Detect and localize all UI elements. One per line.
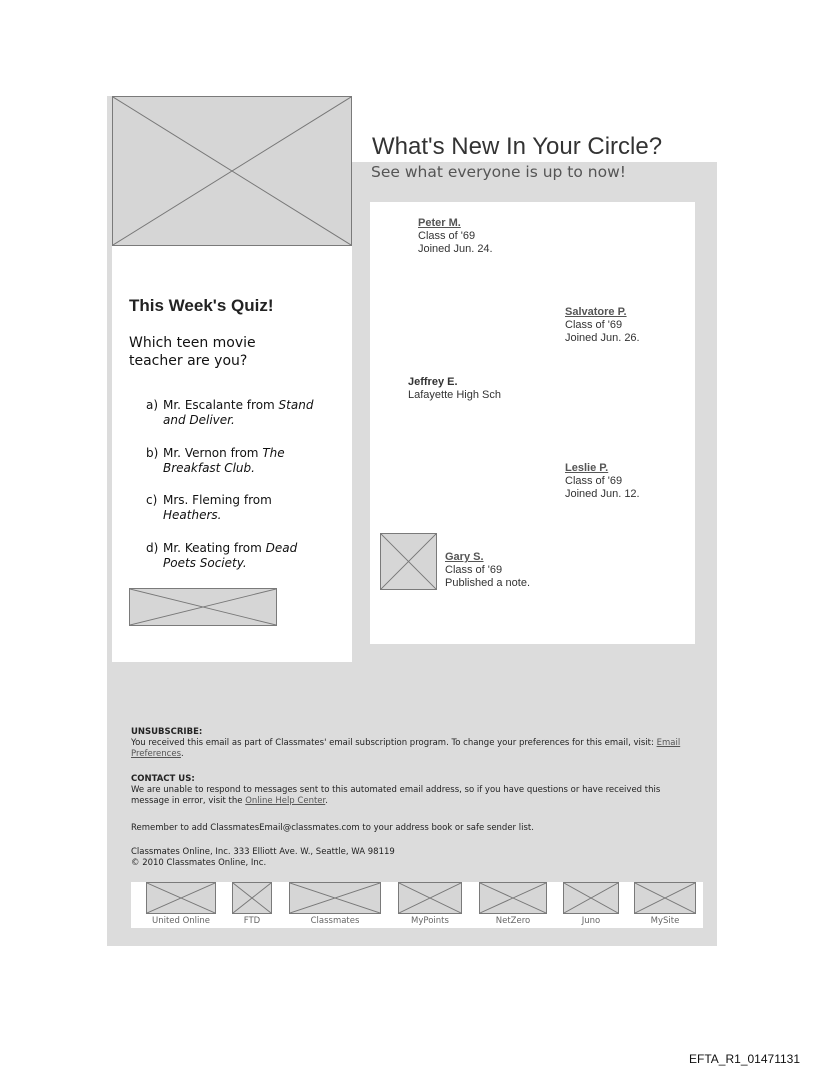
member-class: Class of '69 (565, 319, 623, 331)
logo-ftd[interactable] (232, 882, 272, 914)
member-class: Class of '69 (565, 475, 623, 487)
logo-label: MyPoints (411, 916, 449, 926)
member-activity: Joined Jun. 24. (418, 243, 493, 255)
quiz-option-a[interactable]: a) Mr. Escalante from Stand and Deliver. (146, 398, 314, 427)
quiz-button-placeholder[interactable] (129, 588, 277, 626)
member-name-link[interactable]: Gary S. (445, 551, 484, 563)
quiz-question: Which teen movie teacher are you? (129, 335, 256, 369)
logo-label: Classmates (310, 916, 360, 926)
member-class: Class of '69 (445, 564, 503, 576)
member-name[interactable]: Jeffrey E. (408, 376, 458, 388)
member-salvatore (565, 306, 640, 345)
member-photo-placeholder[interactable] (380, 533, 437, 590)
member-activity: Joined Jun. 12. (565, 488, 640, 500)
company-address: Classmates Online, Inc. 333 Elliott Ave. W., Seattle, WA 98119 (131, 847, 395, 857)
logo-netzero[interactable] (479, 882, 547, 914)
quiz-option-c[interactable]: c) Mrs. Fleming from Heathers. (146, 493, 272, 522)
member-name-link[interactable]: Leslie P. (565, 462, 609, 474)
member-class: Class of '69 (418, 230, 476, 242)
unsubscribe-section: UNSUBSCRIBE: You received this email as part of Classmates' email subscription program. To change your preferences for this email, visit: Email Preferences. (131, 727, 681, 759)
logo-label: United Online (151, 916, 211, 926)
logo-juno[interactable] (563, 882, 619, 914)
copyright: © 2010 Classmates Online, Inc. (131, 858, 267, 868)
logo-mypoints[interactable] (398, 882, 462, 914)
contact-section: CONTACT US: We are unable to respond to messages sent to this automated email address, so if you have questions or have received this message in error, visit the Online Help Center. (131, 774, 661, 806)
online-help-center-link[interactable]: Online Help Center (245, 796, 326, 806)
member-activity: Published a note. (445, 577, 531, 589)
member-jeffrey (408, 376, 501, 402)
unsubscribe-heading: UNSUBSCRIBE: (131, 727, 203, 737)
logo-label: Juno (581, 916, 601, 926)
member-gary (445, 551, 530, 590)
logo-label: FTD (243, 916, 261, 926)
contact-heading: CONTACT US: (131, 774, 195, 784)
hero-image-placeholder (112, 96, 352, 246)
email-preferences-link[interactable]: Email Preferences (131, 738, 681, 759)
logo-label: NetZero (495, 916, 531, 926)
page-title: What's New In Your Circle? (372, 133, 663, 160)
logo-label: MySite (650, 916, 680, 926)
member-name-link[interactable]: Salvatore P. (565, 306, 627, 318)
page-subtitle: See what everyone is up to now! (371, 163, 626, 181)
safe-sender-reminder: Remember to add ClassmatesEmail@classmates.com to your address book or safe sender list. (131, 823, 534, 833)
logo-mysite[interactable] (634, 882, 696, 914)
member-peter (418, 217, 493, 256)
quiz-title: This Week's Quiz! (129, 296, 274, 315)
member-leslie (565, 462, 640, 501)
member-activity: Joined Jun. 26. (565, 332, 640, 344)
document-id: EFTA_R1_01471131 (689, 1052, 800, 1066)
logo-classmates[interactable] (289, 882, 381, 914)
quiz-option-b[interactable]: b) Mr. Vernon from The Breakfast Club. (146, 446, 285, 475)
logo-united-online[interactable] (146, 882, 216, 914)
member-school: Lafayette High Sch (408, 389, 501, 401)
member-name-link[interactable]: Peter M. (418, 217, 461, 229)
quiz-option-d[interactable]: d) Mr. Keating from Dead Poets Society. (146, 541, 298, 570)
